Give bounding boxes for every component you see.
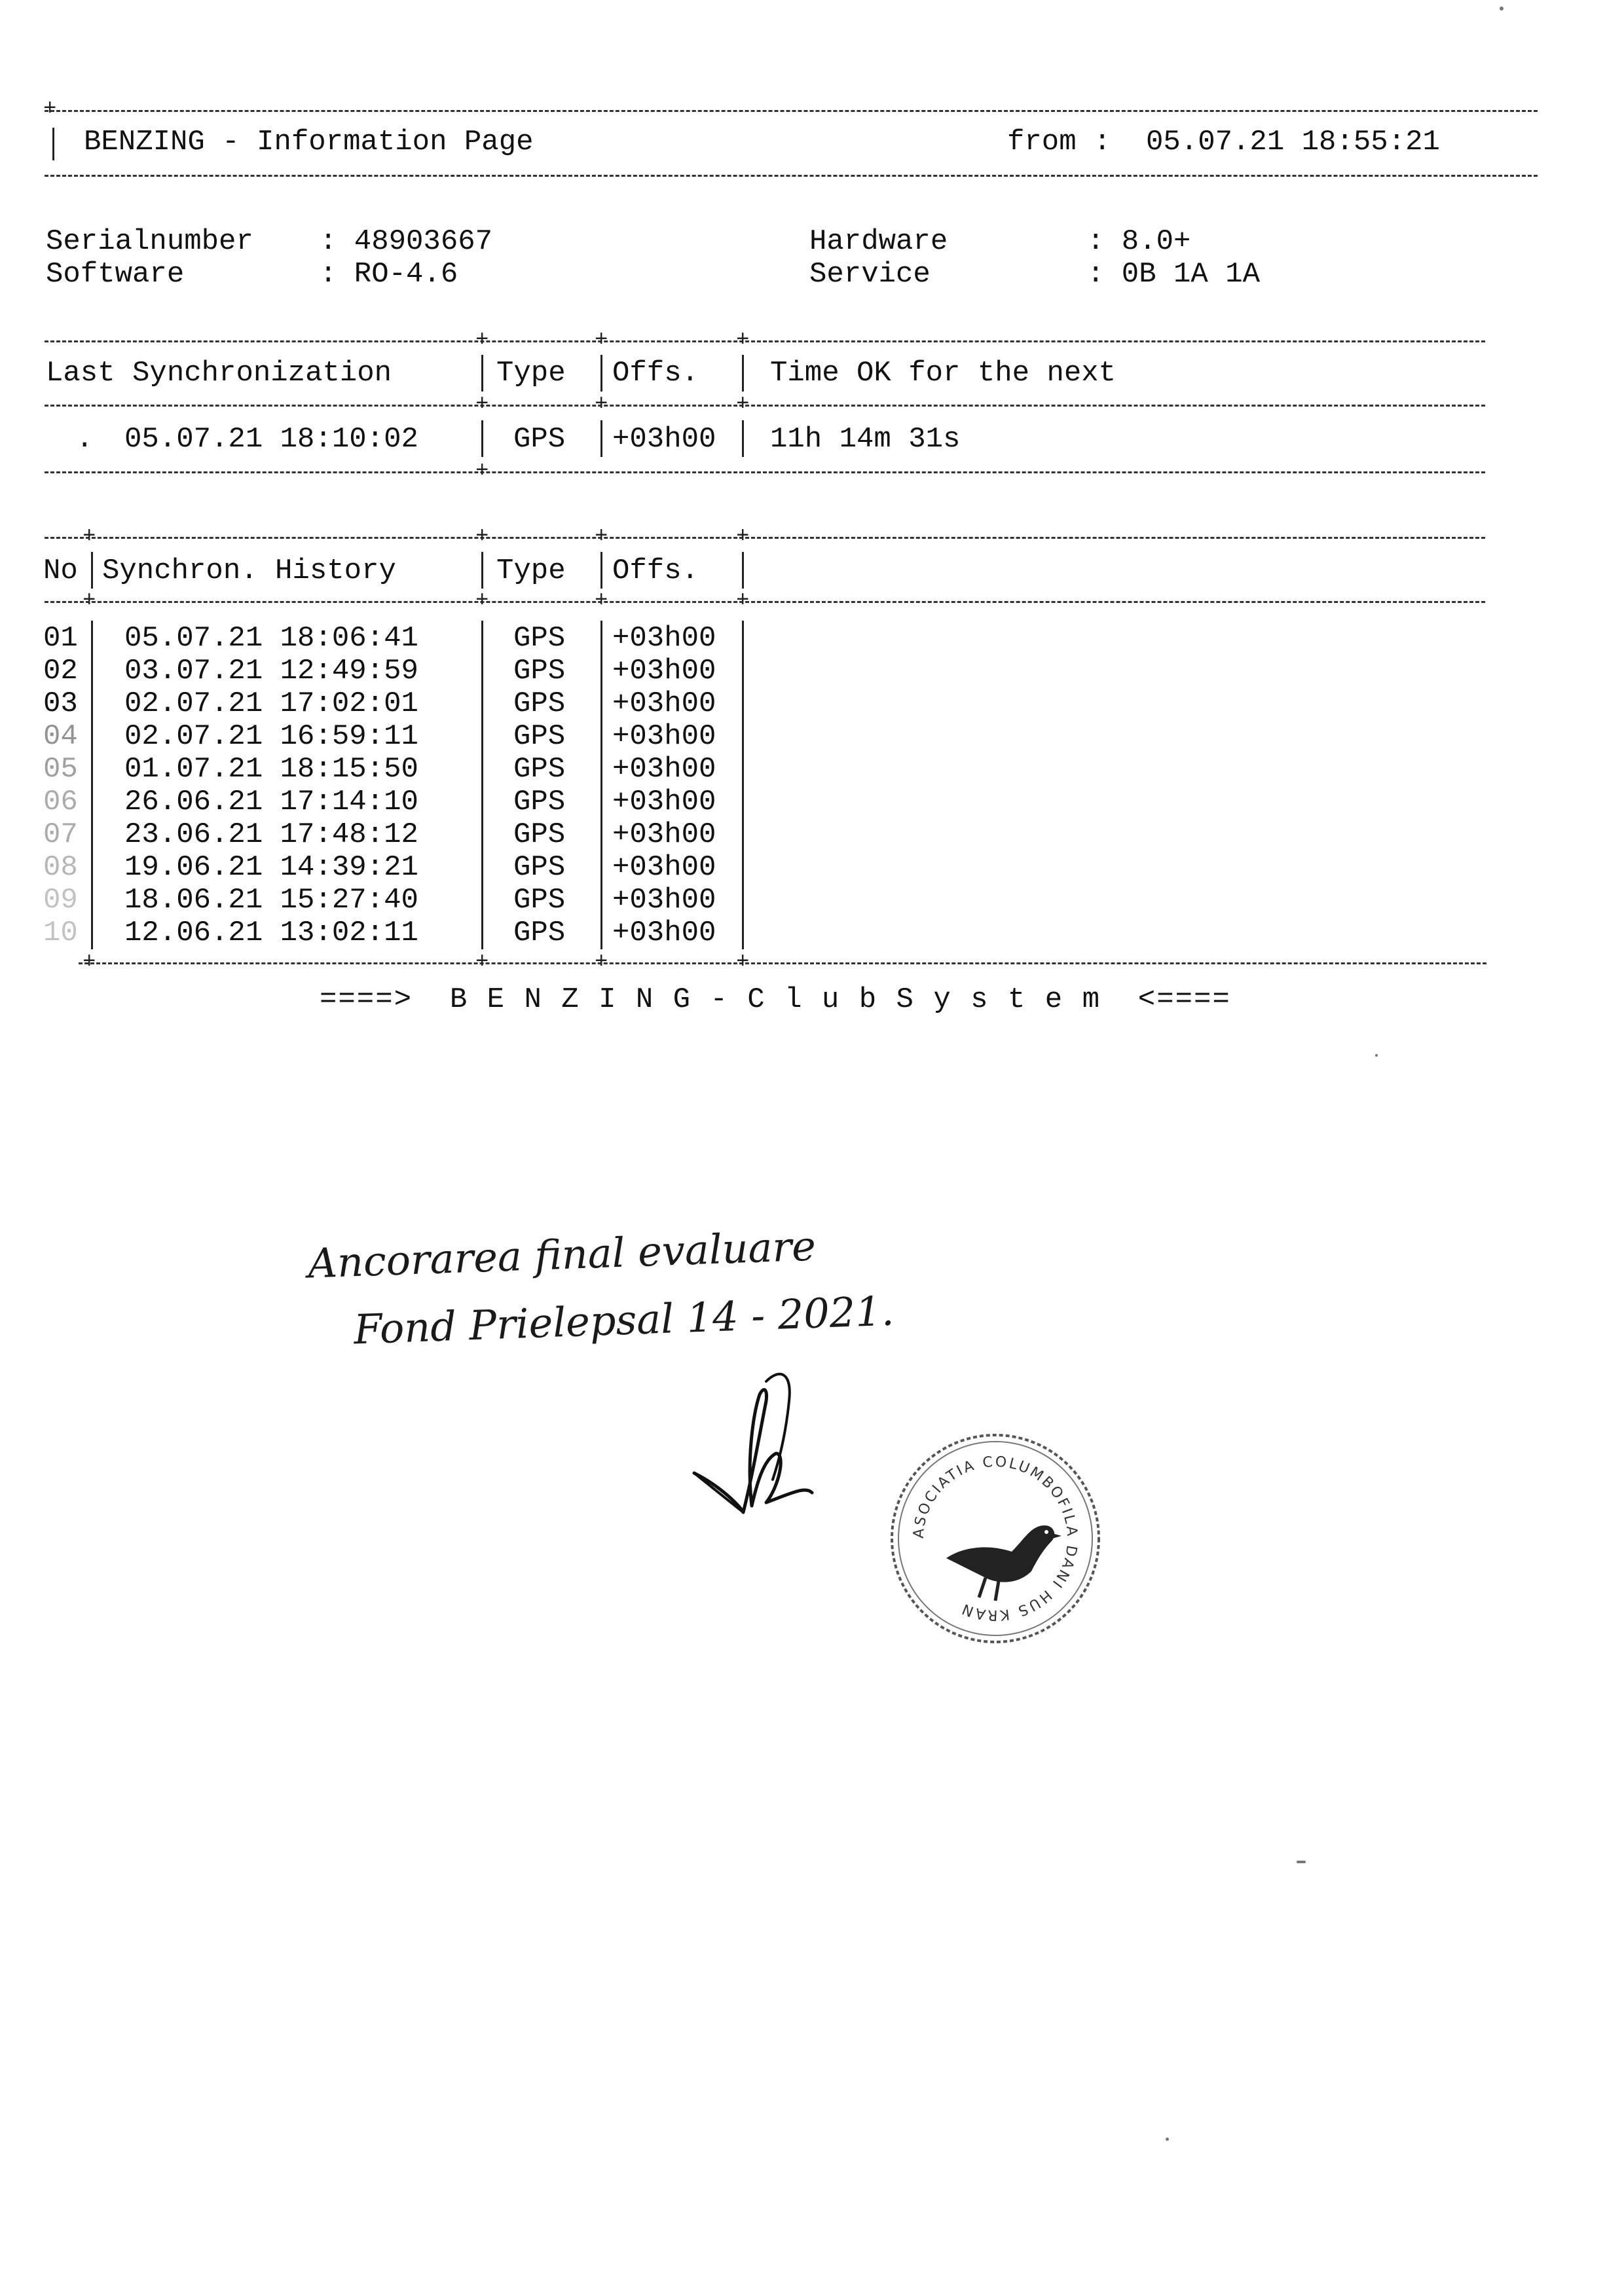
col-divider [600, 355, 602, 392]
handwritten-note-line1: Ancorarea final evaluare [306, 1222, 817, 1288]
row-type: GPS [513, 818, 566, 851]
rule-plus: + [595, 950, 608, 975]
history-mid-rule [45, 601, 1485, 603]
rule-plus: + [595, 392, 608, 417]
row-offs: +03h00 [612, 818, 716, 851]
last-sync-header-label: Last Synchronization [46, 357, 392, 390]
rule-plus: + [736, 589, 750, 613]
row-type: GPS [513, 720, 566, 753]
header-bottom-rule [45, 175, 1538, 177]
row-offs: +03h00 [612, 786, 716, 818]
hardware-value: : 8.0+ [1087, 225, 1191, 258]
row-no: 05 [43, 753, 78, 786]
signature-icon [681, 1355, 825, 1532]
rule-plus: + [736, 950, 750, 975]
row-type: GPS [513, 917, 566, 949]
row-type: GPS [513, 687, 566, 720]
last-sync-header-type: Type [496, 357, 566, 390]
page-title: BENZING - Information Page [84, 126, 534, 158]
last-sync-type: GPS [513, 423, 566, 456]
rule-plus: + [736, 524, 750, 549]
service-value: : 0B 1A 1A [1087, 258, 1261, 291]
rule-plus: + [595, 328, 608, 353]
last-sync-datetime: 05.07.21 18:10:02 [124, 423, 418, 456]
last-sync-time-ok: 11h 14m 31s [770, 423, 961, 456]
from-timestamp: 05.07.21 18:55:21 [1146, 126, 1440, 158]
row-no: 03 [43, 687, 78, 720]
scan-speck [1297, 1861, 1306, 1863]
col-divider [600, 552, 602, 589]
last-sync-header-time-ok: Time OK for the next [770, 357, 1116, 390]
row-offs: +03h00 [612, 884, 716, 917]
row-datetime: 03.07.21 12:49:59 [124, 655, 418, 687]
rule-plus: + [475, 328, 489, 353]
row-no: 01 [43, 622, 78, 655]
stamp-text: ASOCIATIA COLUMBOFILA DANI HUS KRAN [910, 1453, 1080, 1624]
rule-plus: + [736, 392, 750, 417]
col-divider [481, 420, 483, 457]
header-top-rule [45, 110, 1538, 112]
hardware-label: Hardware [809, 225, 948, 258]
scan-speck [1166, 2138, 1169, 2141]
row-offs: +03h00 [612, 851, 716, 884]
rule-plus: + [475, 589, 489, 613]
last-sync-offs: +03h00 [612, 423, 716, 456]
row-datetime: 05.07.21 18:06:41 [124, 622, 418, 655]
service-label: Service [809, 258, 931, 291]
row-no: 09 [43, 884, 78, 917]
history-header-offs: Offs. [612, 555, 699, 587]
row-no: 07 [43, 818, 78, 851]
col-divider [600, 621, 602, 949]
row-datetime: 18.06.21 15:27:40 [124, 884, 418, 917]
header-left-bar [52, 128, 54, 160]
rule-plus: + [595, 589, 608, 613]
rule-plus: + [83, 950, 96, 975]
col-divider [742, 420, 744, 457]
row-offs: +03h00 [612, 917, 716, 949]
history-bottom-rule [79, 962, 1486, 964]
row-type: GPS [513, 786, 566, 818]
col-divider [742, 621, 744, 949]
history-top-rule [45, 537, 1485, 539]
row-datetime: 02.07.21 16:59:11 [124, 720, 418, 753]
serial-label: Serialnumber [46, 225, 253, 258]
row-type: GPS [513, 622, 566, 655]
rule-corner: + [43, 97, 57, 122]
row-no: 06 [43, 786, 78, 818]
scan-speck [1375, 1054, 1378, 1057]
rule-plus: + [595, 524, 608, 549]
row-type: GPS [513, 655, 566, 687]
row-offs: +03h00 [612, 655, 716, 687]
last-sync-header-offs: Offs. [612, 357, 699, 390]
row-datetime: 01.07.21 18:15:50 [124, 753, 418, 786]
scan-speck [1500, 7, 1504, 10]
row-datetime: 19.06.21 14:39:21 [124, 851, 418, 884]
col-divider [481, 621, 483, 949]
software-value: : RO-4.6 [320, 258, 458, 291]
row-type: GPS [513, 753, 566, 786]
row-no: 04 [43, 720, 78, 753]
rule-plus: + [83, 589, 96, 613]
row-type: GPS [513, 851, 566, 884]
col-divider [481, 355, 483, 392]
row-type: GPS [513, 884, 566, 917]
row-offs: +03h00 [612, 687, 716, 720]
col-divider [481, 552, 483, 589]
footer-banner: ====> B E N Z I N G - C l u b S y s t e m <==== [320, 983, 1231, 1016]
row-offs: +03h00 [612, 622, 716, 655]
row-no: 10 [43, 917, 78, 949]
row-offs: +03h00 [612, 753, 716, 786]
rule-plus: + [475, 524, 489, 549]
col-divider [742, 552, 744, 589]
row-datetime: 02.07.21 17:02:01 [124, 687, 418, 720]
association-stamp [884, 1427, 1107, 1650]
row-offs: +03h00 [612, 720, 716, 753]
col-divider [91, 552, 93, 589]
row-datetime: 23.06.21 17:48:12 [124, 818, 418, 851]
history-header-type: Type [496, 555, 566, 587]
last-sync-top-rule [45, 340, 1485, 342]
rule-plus: + [475, 459, 489, 484]
rule-plus: + [736, 328, 750, 353]
row-datetime: 26.06.21 17:14:10 [124, 786, 418, 818]
col-divider [91, 621, 93, 949]
col-divider [600, 420, 602, 457]
history-header-label: Synchron. History [102, 555, 396, 587]
last-sync-mid-rule [45, 405, 1485, 407]
row-datetime: 12.06.21 13:02:11 [124, 917, 418, 949]
rule-plus: + [83, 524, 96, 549]
rule-plus: + [475, 392, 489, 417]
last-sync-bottom-rule [45, 471, 1485, 473]
col-divider [742, 355, 744, 392]
serial-value: : 48903667 [320, 225, 493, 258]
row-no: 02 [43, 655, 78, 687]
handwritten-note-line2: Fond Prielepsal 14 - 2021. [352, 1286, 895, 1354]
last-sync-marker: . [76, 423, 94, 456]
row-no: 08 [43, 851, 78, 884]
from-label: from : [1007, 126, 1111, 158]
history-header-no: No [43, 555, 78, 587]
rule-plus: + [475, 950, 489, 975]
software-label: Software [46, 258, 185, 291]
